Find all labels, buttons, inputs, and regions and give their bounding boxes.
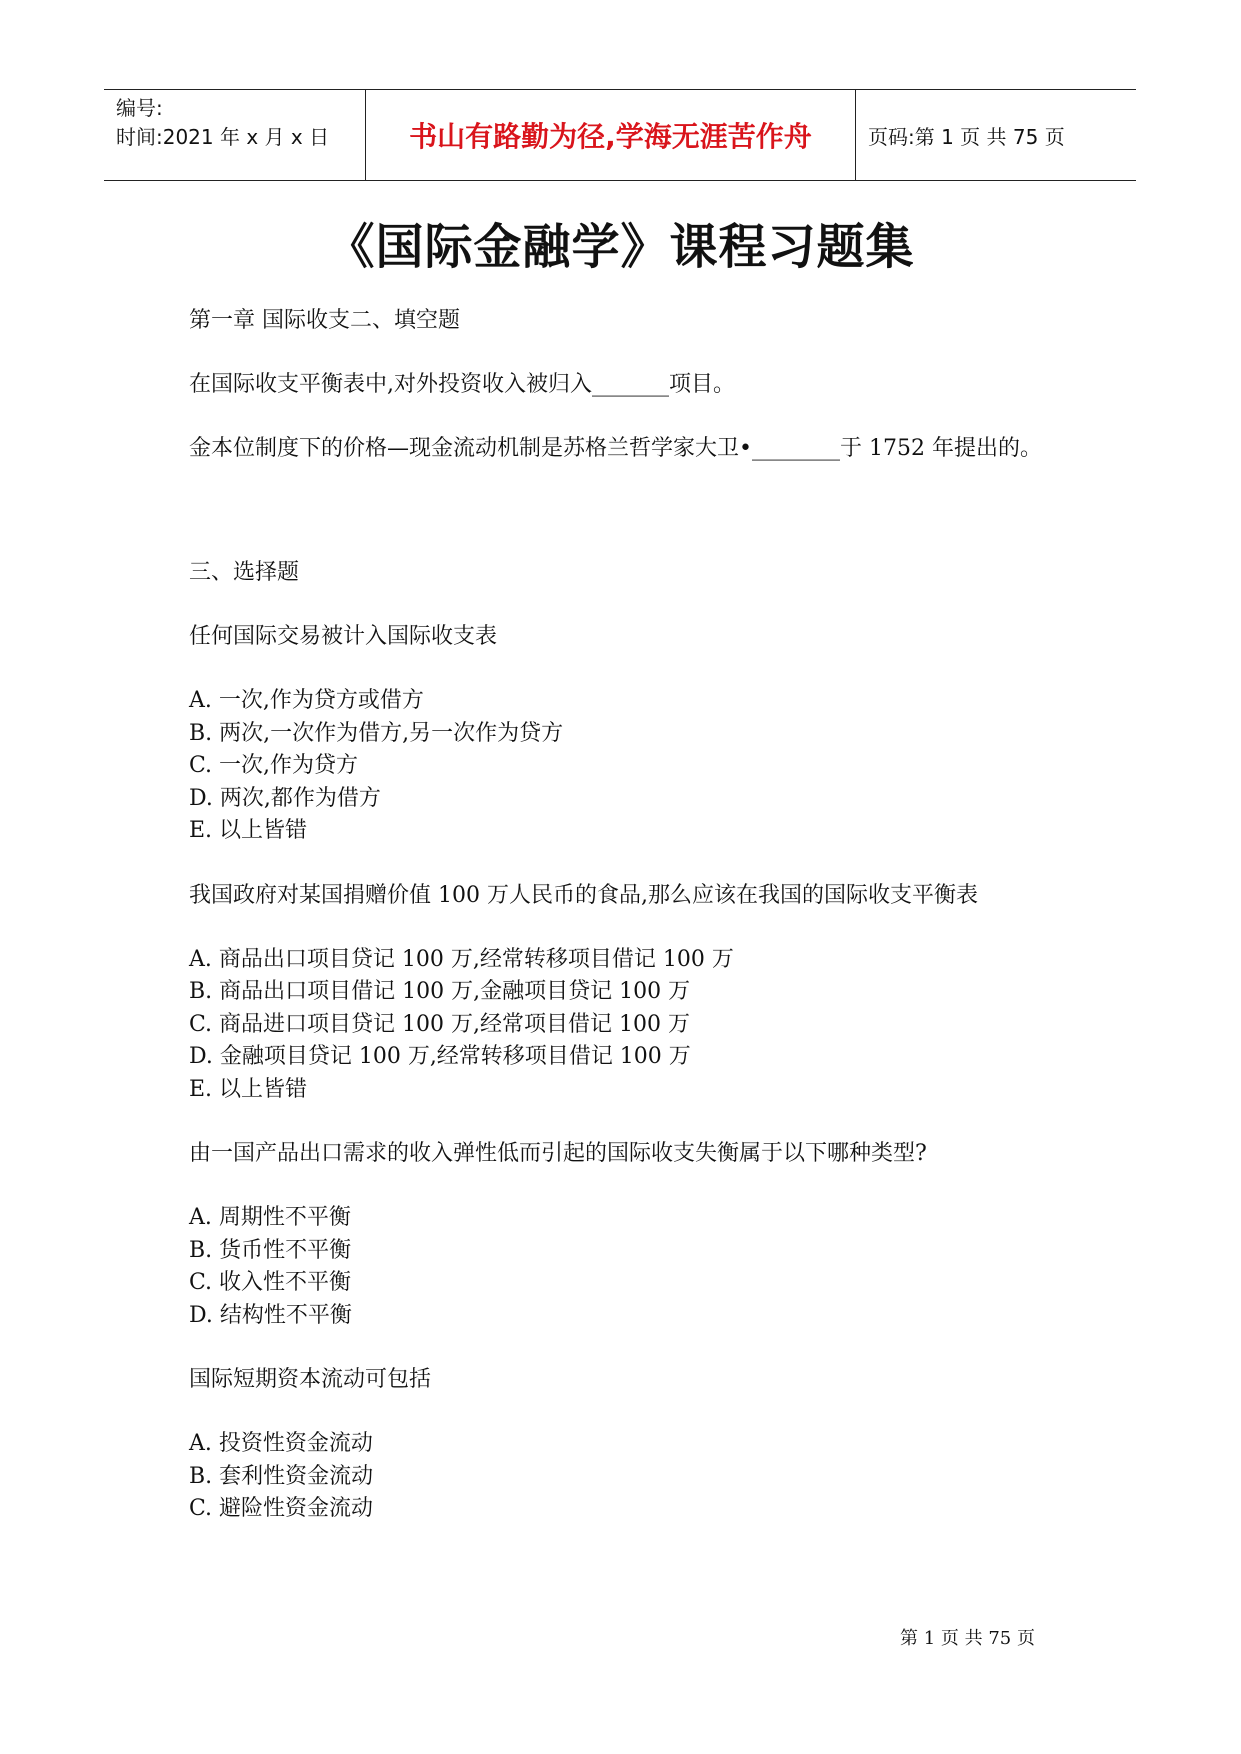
option: C. 避险性资金流动 [189,1496,374,1521]
fill-blank-2: 金本位制度下的价格—现金流动机制是苏格兰哲学家大卫•________于 1752 年提出的。 [189,436,1042,461]
page-label: 页码:第 1 页 共 75 页 [868,124,1065,149]
option: A. 一次,作为贷方或借方 [189,688,424,713]
document-body [189,305,1069,1558]
chapter-heading: 第一章 国际收支二、填空题 [189,308,460,333]
option: A. 周期性不平衡 [189,1205,351,1230]
option-list [189,944,1069,1107]
option: E. 以上皆错 [189,818,308,843]
page-footer: 第 1 页 共 75 页 [900,1628,1035,1649]
page-header [104,89,1136,181]
fill-blank-1: 在国际收支平衡表中,对外投资收入被归入_______项目。 [189,372,735,397]
question-stem: 我国政府对某国捐赠价值 100 万人民币的食品,那么应该在我国的国际收支平衡表 [189,882,978,908]
document-title: 《国际金融学》课程习题集 [326,219,915,275]
question-stem: 由一国产品出口需求的收入弹性低而引起的国际收支失衡属于以下哪种类型? [189,1141,927,1166]
option: A. 投资性资金流动 [189,1431,373,1456]
option: E. 以上皆错 [189,1076,308,1102]
option: C. 商品进口项目贷记 100 万,经常项目借记 100 万 [189,1011,690,1037]
option: C. 收入性不平衡 [189,1270,352,1295]
time-label: 时间:2021 年 x 月 x 日 [116,125,330,149]
option: A. 商品出口项目贷记 100 万,经常转移项目借记 100 万 [189,946,734,972]
section-heading-choice: 三、选择题 [189,560,300,585]
option: B. 货币性不平衡 [189,1237,352,1263]
motto: 书山有路勤为径,学海无涯苦作舟 [366,90,856,180]
option: D. 金融项目贷记 100 万,经常转移项目借记 100 万 [189,1044,691,1069]
option: D. 两次,都作为借方 [189,785,381,811]
header-info-cell [104,90,366,180]
option: C. 一次,作为贷方 [189,753,359,778]
option: D. 结构性不平衡 [189,1302,352,1328]
option-list [189,685,1069,848]
number-label: 编号: [116,96,163,120]
option-list [189,1202,1069,1332]
option-list [189,1428,1069,1526]
option: B. 商品出口项目借记 100 万,金融项目贷记 100 万 [189,979,691,1004]
option: B. 两次,一次作为借方,另一次作为贷方 [189,720,564,746]
question-stem: 国际短期资本流动可包括 [189,1367,432,1392]
question-stem: 任何国际交易被计入国际收支表 [189,624,498,649]
option: B. 套利性资金流动 [189,1463,374,1489]
